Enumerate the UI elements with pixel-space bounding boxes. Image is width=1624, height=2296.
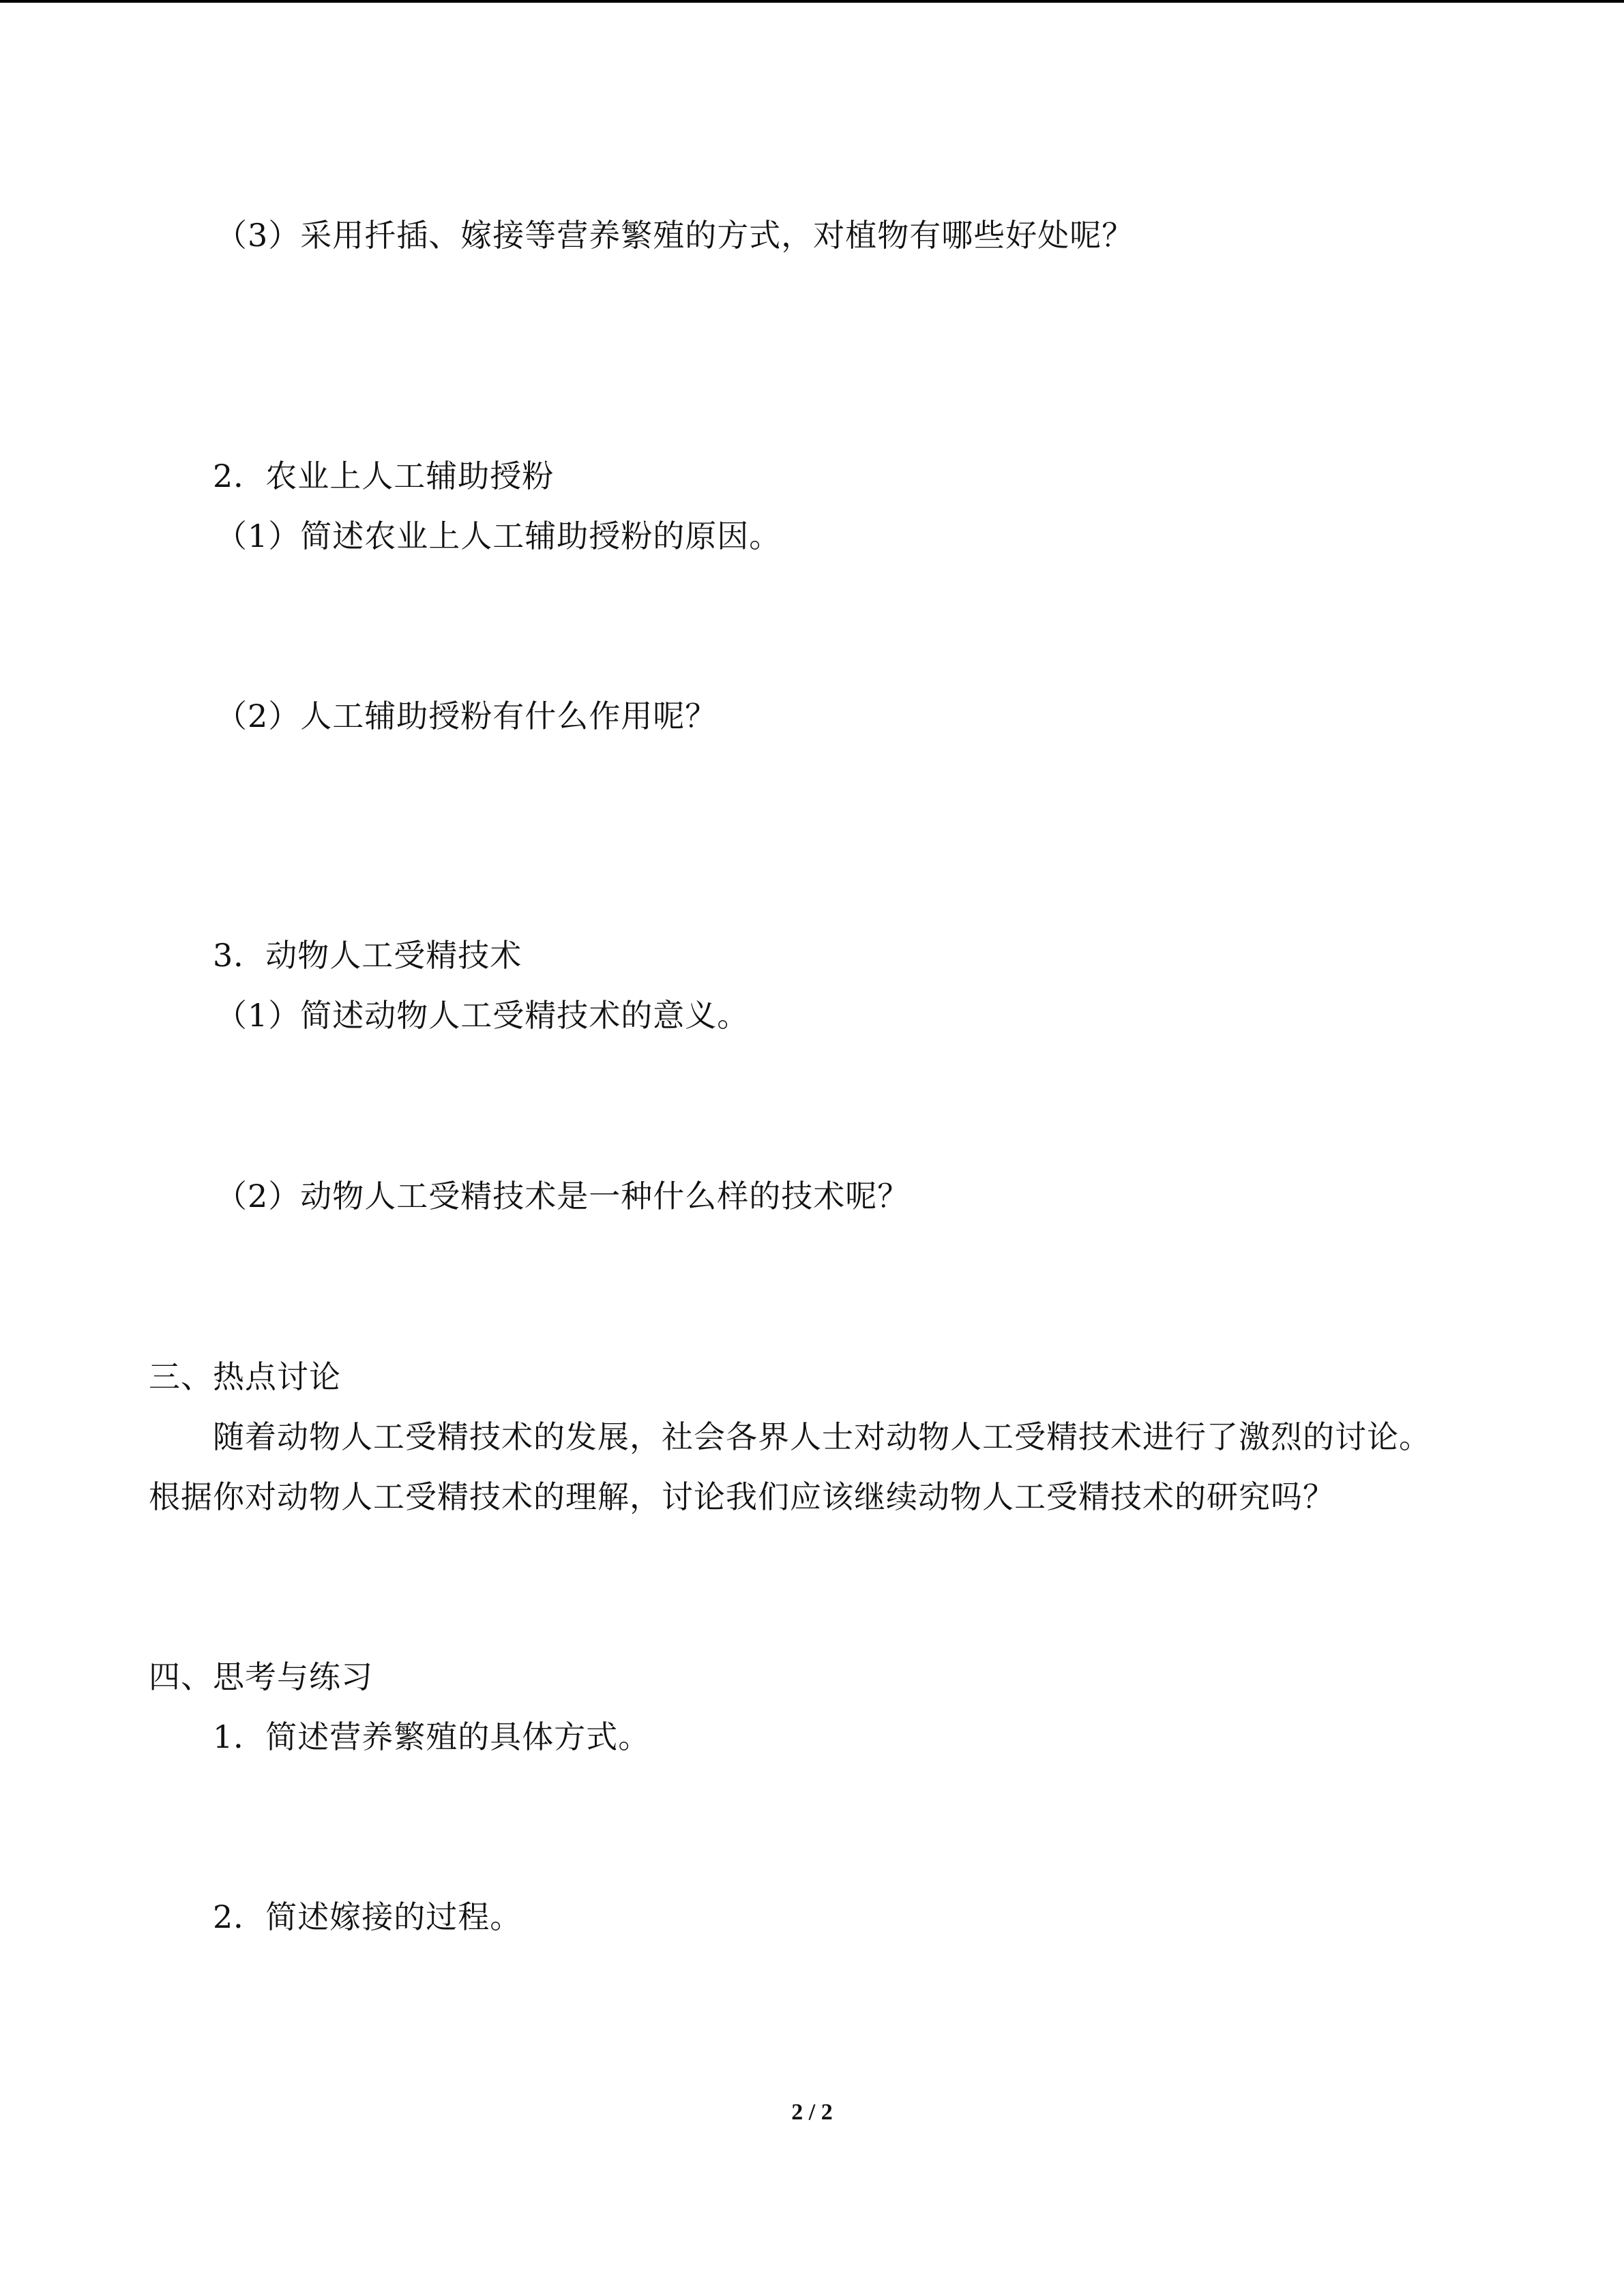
item-3-question-2: （2）动物人工受精技术是一种什么样的技术呢？ (216, 1178, 910, 1214)
section-3-paragraph-line-2: 根据你对动物人工受精技术的理解，讨论我们应该继续动物人工受精技术的研究吗？ (149, 1478, 1335, 1515)
section-3-heading: 三、热点讨论 (149, 1358, 341, 1395)
item-2-question-1: （1）简述农业上人工辅助授粉的原因。 (216, 518, 782, 554)
item-3-question-1: （1）简述动物人工受精技术的意义。 (216, 997, 750, 1034)
item-3-title: 3．动物人工受精技术 (213, 937, 522, 974)
item-2-question-2: （2）人工辅助授粉有什么作用呢？ (216, 698, 718, 734)
page-top-border (0, 0, 1624, 3)
question-1-3: （3）采用扦插、嫁接等营养繁殖的方式，对植物有哪些好处呢？ (216, 217, 1134, 254)
section-4-question-2: 2．简述嫁接的过程。 (213, 1898, 522, 1935)
item-2-title: 2．农业上人工辅助授粉 (213, 458, 555, 494)
section-4-question-1: 1．简述营养繁殖的具体方式。 (213, 1718, 651, 1755)
section-4-heading: 四、思考与练习 (149, 1658, 373, 1695)
page-number: 2 / 2 (791, 2100, 833, 2125)
section-3-paragraph-line-1: 随着动物人工受精技术的发展，社会各界人士对动物人工受精技术进行了激烈的讨论。 (213, 1418, 1431, 1455)
